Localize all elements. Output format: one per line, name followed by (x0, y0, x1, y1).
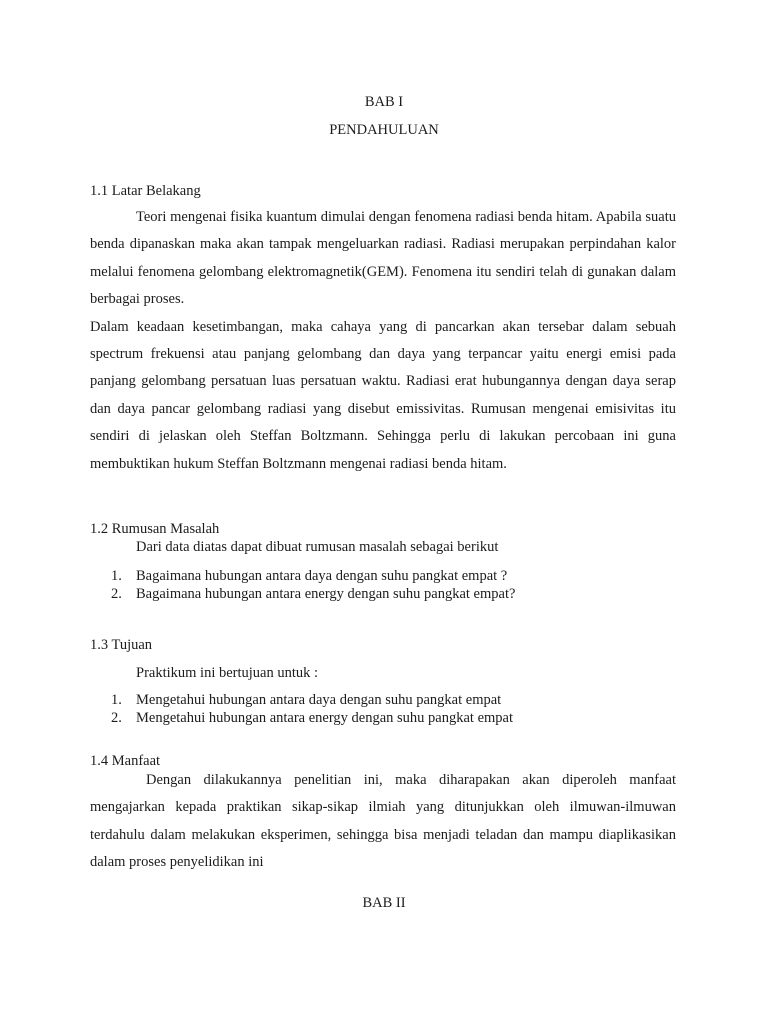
list-item-text: Mengetahui hubungan antara energy dengan suhu pangkat empat (136, 710, 514, 726)
manfaat-paragraph: Dengan dilakukannya penelitian ini, maka diharapakan akan diperoleh manfaat mengajarkan kepada praktikan sikap-sikap ilmiah yang ditunjukkan oleh ilmuwan-ilmuwan terdahulu dalam melakukan eksperimen, sehingga bisa menjadi teladan dan mampu diaplikasikan dalam proses penyelidikan ini (90, 772, 676, 871)
list-item-number: 1. (111, 692, 122, 708)
list-item-text: Bagaimana hubungan antara daya dengan suhu pangkat empat ? (136, 568, 508, 584)
section-heading-manfaat: 1.4 Manfaat (90, 753, 161, 769)
section-heading-tujuan: 1.3 Tujuan (90, 637, 153, 653)
latar-belakang-text (90, 204, 676, 478)
rumusan-masalah-intro: Dari data diatas dapat dibuat rumusan masalah sebagai berikut (136, 539, 499, 555)
section-heading-latar-belakang: 1.1 Latar Belakang (90, 183, 201, 199)
latar-belakang-paragraph-2: Dalam keadaan kesetimbangan, maka cahaya yang di pancarkan akan tersebar dalam sebuah spectrum frekuensi atau panjang gelombang dan daya yang terpancar yaitu energi emisi pada panjang gelombang persatuan luas persatuan waktu. Radiasi erat hubungannya dengan daya serap dan daya pancar gelombang radiasi yang disebut emissivitas. Rumusan mengenai emisivitas itu sendiri di jelaskan oleh Steffan Boltzmann. Sehingga perlu di lakukan percobaan ini guna membuktikan hukum Steffan Boltzmann mengenai radiasi benda hitam. (90, 318, 676, 472)
chapter-2-title: BAB II (362, 895, 406, 911)
tujuan-intro: Praktikum ini bertujuan untuk : (136, 665, 319, 681)
manfaat-text (90, 767, 676, 877)
list-item-number: 2. (111, 710, 122, 726)
chapter-title: BAB I (364, 94, 404, 110)
list-item-text: Bagaimana hubungan antara energy dengan suhu pangkat empat? (136, 586, 516, 602)
list-item-text: Mengetahui hubungan antara daya dengan suhu pangkat empat (136, 692, 502, 708)
section-heading-rumusan-masalah: 1.2 Rumusan Masalah (90, 521, 220, 537)
list-item-number: 1. (111, 568, 122, 584)
chapter-subtitle: PENDAHULUAN (329, 122, 439, 138)
latar-belakang-paragraph-1: Teori mengenai fisika kuantum dimulai dengan fenomena radiasi benda hitam. Apabila suatu benda dipanaskan maka akan tampak mengeluarkan radiasi. Radiasi merupakan perpindahan kalor melalui fenomena gelombang elektromagnetik(GEM). Fenomena itu sendiri telah di gunakan dalam berbagai proses. (90, 209, 676, 308)
list-item-number: 2. (111, 586, 122, 602)
